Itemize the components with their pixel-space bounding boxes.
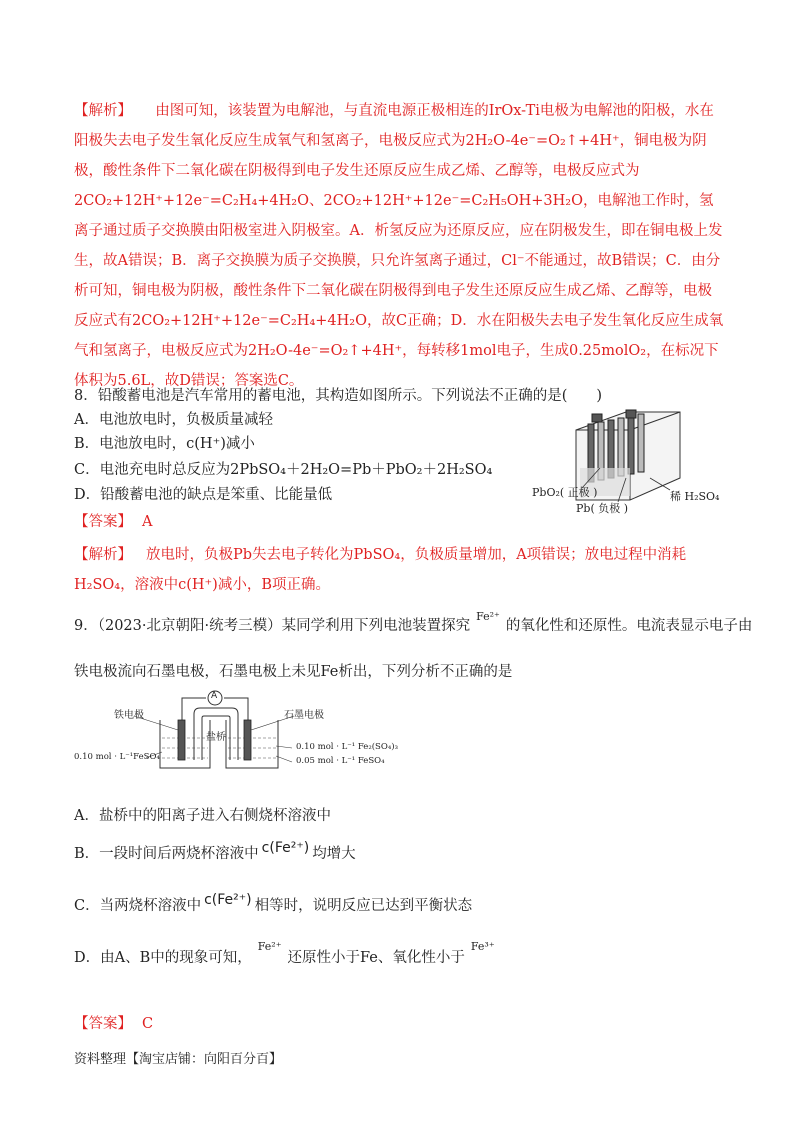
q8-stem: 8．铅酸蓄电池是汽车常用的蓄电池，其构造如图所示。下列说法不正确的是( ) xyxy=(74,388,603,404)
ammeter-icon: A xyxy=(211,691,218,701)
option-c-prefix: C．当两烧杯溶液中 xyxy=(74,898,202,914)
label-iron-electrode: 铁电极 xyxy=(114,710,144,721)
q9-stem-line1 xyxy=(74,610,753,639)
q9-option-d xyxy=(74,940,495,971)
lead-acid-battery-figure xyxy=(530,408,725,518)
answer-tag: 【答案】 xyxy=(74,1016,132,1032)
label-left-solution: 0.10 mol · L⁻¹FeSO₄ xyxy=(74,752,160,762)
option-d-prefix: D．由A、B中的现象可知， xyxy=(74,950,252,966)
q9-option-a: A．盐桥中的阳离子进入右侧烧杯溶液中 xyxy=(74,808,331,824)
q9-option-b xyxy=(74,842,356,866)
analysis-q7 xyxy=(74,96,724,396)
q8-analysis xyxy=(74,540,724,600)
q8-answer xyxy=(74,510,152,534)
label-right-solution-1: 0.10 mol · L⁻¹ Fe₂(SO₄)₃ xyxy=(296,742,398,752)
q9-stem-suffix: 的氧化性和还原性。电流表显示电子由 xyxy=(505,618,753,634)
answer-value: A xyxy=(142,514,153,530)
label-graphite-electrode: 石墨电极 xyxy=(284,710,324,721)
option-b-prefix: B．一段时间后两烧杯溶液中 xyxy=(74,846,259,862)
option-b-suffix: 均增大 xyxy=(312,846,356,862)
analysis-tag: 【解析】 xyxy=(74,103,132,119)
concentration-fe2: c(Fe²⁺) xyxy=(204,892,252,908)
concentration-fe2: c(Fe²⁺) xyxy=(261,840,310,856)
analysis-text: 由图可知，该装置为电解池，与直流电源正极相连的IrOx-Ti电极为电解池的阳极，水在阳极失去电子发生氧化反应生成氧气和氢离子，电极反应式为2H₂O-4e⁻=O₂↑+4H⁺，铜电极为阴极，酸性条件下二氧化碳在阴极得到电子发生还原反应生成乙烯、乙醇等，电极反应式为2CO₂+12H⁺+12e⁻=C₂H₄+4H₂O、2CO₂+12H⁺+12e⁻=C₂H₅OH+3H₂O，电解池工作时，氢离子通过质子交换膜由阳极室进入阴极室。A．析氢反应为还原反应，应在阴极发生，即在铜电极上发生，故A错误；B．离子交换膜为质子交换膜，只允许氢离子通过，Cl⁻不能通过，故B错误；C．由分析可知，铜电极为阴极，酸性条件下二氧化碳在阴极得到电子发生还原反应生成乙烯、乙醇等，电极反应式有2CO₂+12H⁺+12e⁻=C₂H₄+4H₂O，故C正确；D．水在阳极失去电子发生氧化反应生成氧气和氢离子，电极反应式为2H₂O-4e⁻=O₂↑+4H⁺，每转移1mol电子，生成0.25molO₂，在标况下体积为5.6L，故D错误；答案选C。 xyxy=(74,103,724,389)
analysis-tag: 【解析】 xyxy=(74,547,132,563)
label-right-solution-2: 0.05 mol · L⁻¹ FeSO₄ xyxy=(296,756,385,766)
fe2-ion: Fe²⁺ xyxy=(257,940,282,953)
option-c-suffix: 相等时，说明反应已达到平衡状态 xyxy=(254,898,473,914)
q8-option-d: D．铅酸蓄电池的缺点是笨重、比能量低 xyxy=(74,487,333,503)
label-pb: Pb( 负极 ) xyxy=(576,502,629,515)
q8-option-b: B．电池放电时，c(H⁺)减小 xyxy=(74,436,255,452)
label-dilute-acid: 稀 H₂SO₄ xyxy=(670,490,720,503)
q8-option-c: C．电池充电时总反应为2PbSO₄＋2H₂O=Pb＋PbO₂＋2H₂SO₄ xyxy=(74,462,493,478)
answer-tag: 【答案】 xyxy=(74,514,132,530)
q8-option-a: A．电池放电时，负极质量减轻 xyxy=(74,412,273,428)
fe2-ion: Fe²⁺ xyxy=(476,610,500,623)
fe3-ion: Fe³⁺ xyxy=(470,940,495,953)
label-pbo2: PbO₂( 正极 ) xyxy=(532,486,598,499)
galvanic-cell-figure xyxy=(74,690,398,780)
label-salt-bridge: 盐桥 xyxy=(206,732,226,743)
answer-value: C xyxy=(142,1016,154,1032)
q9-option-c xyxy=(74,894,472,918)
q9-stem-prefix: 9．（2023·北京朝阳·统考三模）某同学利用下列电池装置探究 xyxy=(74,618,471,634)
q9-answer xyxy=(74,1012,153,1036)
q9-stem-line2: 铁电极流向石墨电极，石墨电极上未见Fe析出，下列分析不正确的是 xyxy=(74,664,513,680)
page-footer: 资料整理【淘宝店铺：向阳百分百】 xyxy=(74,1052,283,1067)
analysis-text: 放电时，负极Pb失去电子转化为PbSO₄，负极质量增加，A项错误；放电过程中消耗H₂SO₄，溶液中c(H⁺)减小，B项正确。 xyxy=(74,547,687,593)
option-d-middle: 还原性小于Fe、氧化性小于 xyxy=(287,950,465,966)
